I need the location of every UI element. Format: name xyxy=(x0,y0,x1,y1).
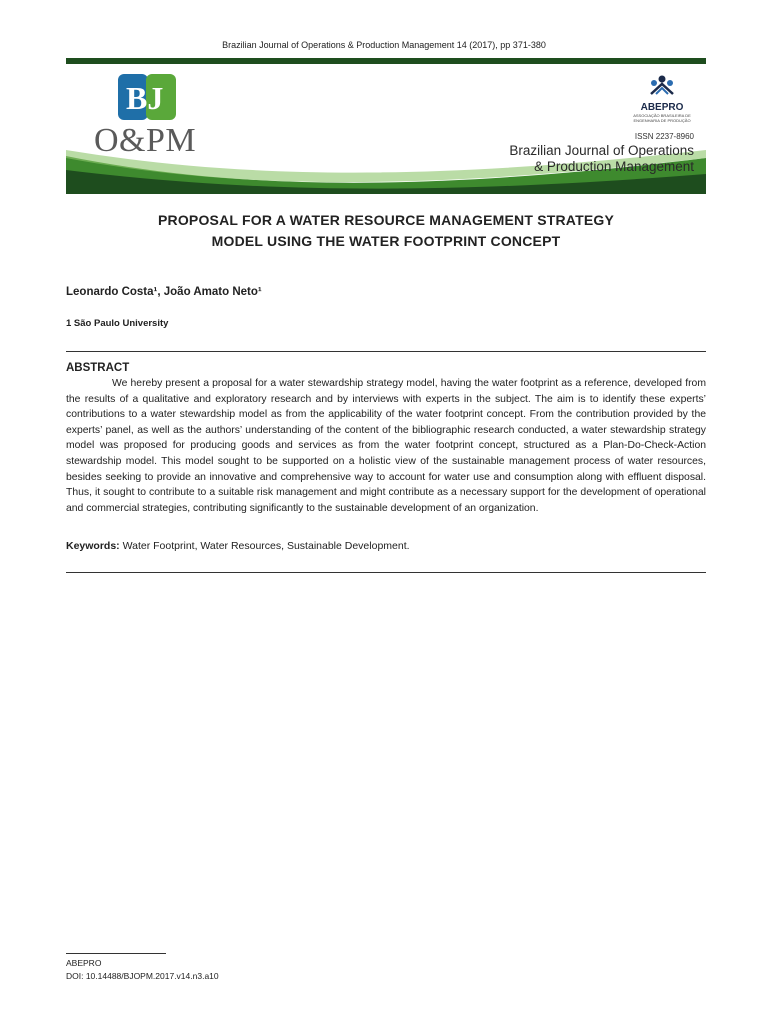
keywords xyxy=(66,540,410,552)
abepro-name: ABEPRO xyxy=(640,102,684,113)
journal-name-line-2: & Production Management xyxy=(534,159,694,174)
paper-title xyxy=(66,210,706,252)
keywords-text: Water Footprint, Water Resources, Sustainable Development. xyxy=(122,540,410,552)
footnote-rule xyxy=(66,953,166,954)
divider-top xyxy=(66,351,706,352)
running-head: Brazilian Journal of Operations & Production Management 14 (2017), pp 371-380 xyxy=(222,40,546,50)
abepro-subtitle-2: ENGENHARIA DE PRODUÇÃO xyxy=(633,118,691,123)
opm-logo-text: O&PM xyxy=(94,122,197,159)
abstract-body: We hereby present a proposal for a water stewardship strategy model, having the water footprint as a reference, developed from the results of a qualitative and exploratory research and by interviews with experts in the subject. The aim is to identify these experts’ contributions to a water stewardship model as from the applicability of the water footprint concept. From the contribution provided by the experts’ panel, as well as the authors’ understanding of the content of the bibliographic research conducted, a water stewardship strategy model was proposed for producing goods and services as from the water footprint concept, structured as a Plan-Do-Check-Action stewardship model. This model sought to be supported on a holistic view of the sustainable management process of water resources, besides seeking to provide an innovative and comprehensive way to account for water use and consumption along with effluent disposal. Thus, it sought to contribute to a suitable risk management and might contribute as a necessary support for the development of operational and commercial strategies, contributing significantly to the sustainable development of an organization. xyxy=(66,378,706,514)
issn: ISSN 2237-8960 xyxy=(634,132,694,141)
abstract-heading: ABSTRACT xyxy=(66,362,130,374)
bj-logo-letters: BJ xyxy=(126,80,164,116)
footer-org: ABEPRO xyxy=(66,958,102,968)
abepro-subtitle-1: ASSOCIAÇÃO BRASILEIRA DE xyxy=(633,113,691,118)
authors: Leonardo Costa¹, João Amato Neto¹ xyxy=(66,286,262,298)
journal-banner xyxy=(66,58,706,194)
paper-title-line-2: MODEL USING THE WATER FOOTPRINT CONCEPT xyxy=(211,233,561,249)
journal-name-line-1: Brazilian Journal of Operations xyxy=(509,143,694,158)
abepro-logo xyxy=(632,74,692,123)
footer xyxy=(66,957,219,983)
footer-doi: DOI: 10.14488/BJOPM.2017.v14.n3.a10 xyxy=(66,971,219,981)
abepro-emblem-icon xyxy=(647,74,677,96)
keywords-label: Keywords: xyxy=(66,540,120,552)
journal-name xyxy=(509,143,694,175)
affiliation: 1 São Paulo University xyxy=(66,318,169,329)
bj-logo-icon xyxy=(118,74,178,124)
paper-title-line-1: PROPOSAL FOR A WATER RESOURCE MANAGEMENT STRATEGY xyxy=(157,212,614,228)
divider-bottom xyxy=(66,572,706,573)
